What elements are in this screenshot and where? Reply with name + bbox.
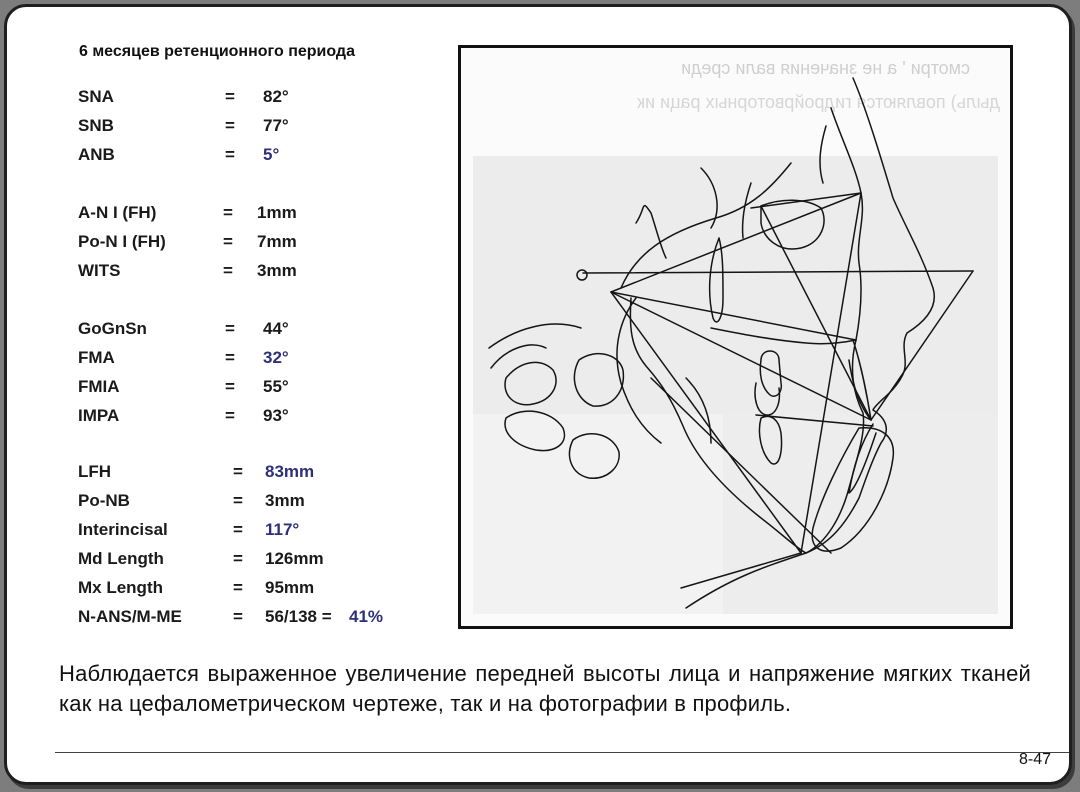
measurement-equals: = bbox=[225, 145, 235, 164]
measurement-value: 82° bbox=[263, 87, 289, 106]
measurement-value: 32° bbox=[263, 348, 289, 367]
measurement-value: 3mm bbox=[257, 261, 297, 280]
measurement-label: WITS bbox=[78, 261, 121, 280]
measurement-value: 5° bbox=[263, 145, 280, 164]
measurement-value: 56/138 = bbox=[265, 607, 332, 626]
measurement-value: 55° bbox=[263, 377, 289, 396]
measurement-label: Po-N I (FH) bbox=[78, 232, 166, 251]
scan-panel bbox=[473, 156, 998, 414]
measurement-equals: = bbox=[225, 319, 235, 338]
measurement-equals: = bbox=[223, 203, 233, 222]
measurement-equals: = bbox=[223, 232, 233, 251]
conclusion-text: Наблюдается выраженное увеличение передней высоты лица и напряжение мягких тканей как на цефалометрическом чертеже, так и на фотографии в профиль. bbox=[59, 661, 1031, 716]
measurement-label: A-N I (FH) bbox=[78, 203, 157, 222]
measurement-value: 1mm bbox=[257, 203, 297, 222]
measurement-label: FMA bbox=[78, 348, 115, 367]
measurement-label: Mx Length bbox=[78, 578, 163, 597]
measurement-equals: = bbox=[225, 116, 235, 135]
measurement-equals: = bbox=[223, 261, 233, 280]
measurement-equals: = bbox=[233, 462, 243, 481]
measurement-equals: = bbox=[233, 607, 243, 626]
measurement-equals: = bbox=[225, 406, 235, 425]
measurement-value: 7mm bbox=[257, 232, 297, 251]
page-number: 8-47 bbox=[1018, 751, 1051, 768]
measurement-equals: = bbox=[233, 578, 243, 597]
measurement-label: N-ANS/M-ME bbox=[78, 607, 182, 626]
measurement-equals: = bbox=[233, 520, 243, 539]
measurement-equals: = bbox=[225, 87, 235, 106]
ghost-text: дыль) повляются гидройрвоторных раци ик bbox=[637, 92, 1000, 112]
measurement-equals: = bbox=[225, 377, 235, 396]
cephalometric-tracing bbox=[458, 45, 1013, 629]
measurement-value: 3mm bbox=[265, 491, 305, 510]
measurement-equals: = bbox=[233, 549, 243, 568]
measurement-label: FMIA bbox=[78, 377, 120, 396]
measurement-value: 117° bbox=[265, 520, 300, 539]
measurement-value: 95mm bbox=[265, 578, 315, 597]
slide bbox=[4, 4, 1072, 785]
tracing-drawing bbox=[461, 48, 1010, 626]
measurement-label: Interincisal bbox=[78, 520, 168, 539]
measurement-equals: = bbox=[225, 348, 235, 367]
measurement-label: IMPA bbox=[78, 406, 120, 425]
measurement-value: 93° bbox=[263, 406, 289, 425]
measurement-label: ANB bbox=[78, 145, 115, 164]
measurement-value: 77° bbox=[263, 116, 289, 135]
scan-panel bbox=[473, 414, 723, 614]
measurement-label: SNA bbox=[78, 87, 114, 106]
footer-divider bbox=[55, 752, 1071, 753]
measurement-label: Po-NB bbox=[78, 491, 130, 510]
measurement-value-extra: 41% bbox=[349, 607, 384, 626]
measurement-value: 83mm bbox=[265, 462, 315, 481]
slide-title: 6 месяцев ретенционного периода bbox=[79, 43, 355, 60]
measurement-label: SNB bbox=[78, 116, 114, 135]
measurement-label: GoGnSn bbox=[78, 319, 147, 338]
measurement-label: Md Length bbox=[78, 549, 164, 568]
measurement-value: 126mm bbox=[265, 549, 324, 568]
measurement-label: LFH bbox=[78, 462, 112, 481]
measurement-equals: = bbox=[233, 491, 243, 510]
ghost-text: смотри ' а не значения вали среди bbox=[681, 58, 970, 78]
measurement-value: 44° bbox=[263, 319, 289, 338]
